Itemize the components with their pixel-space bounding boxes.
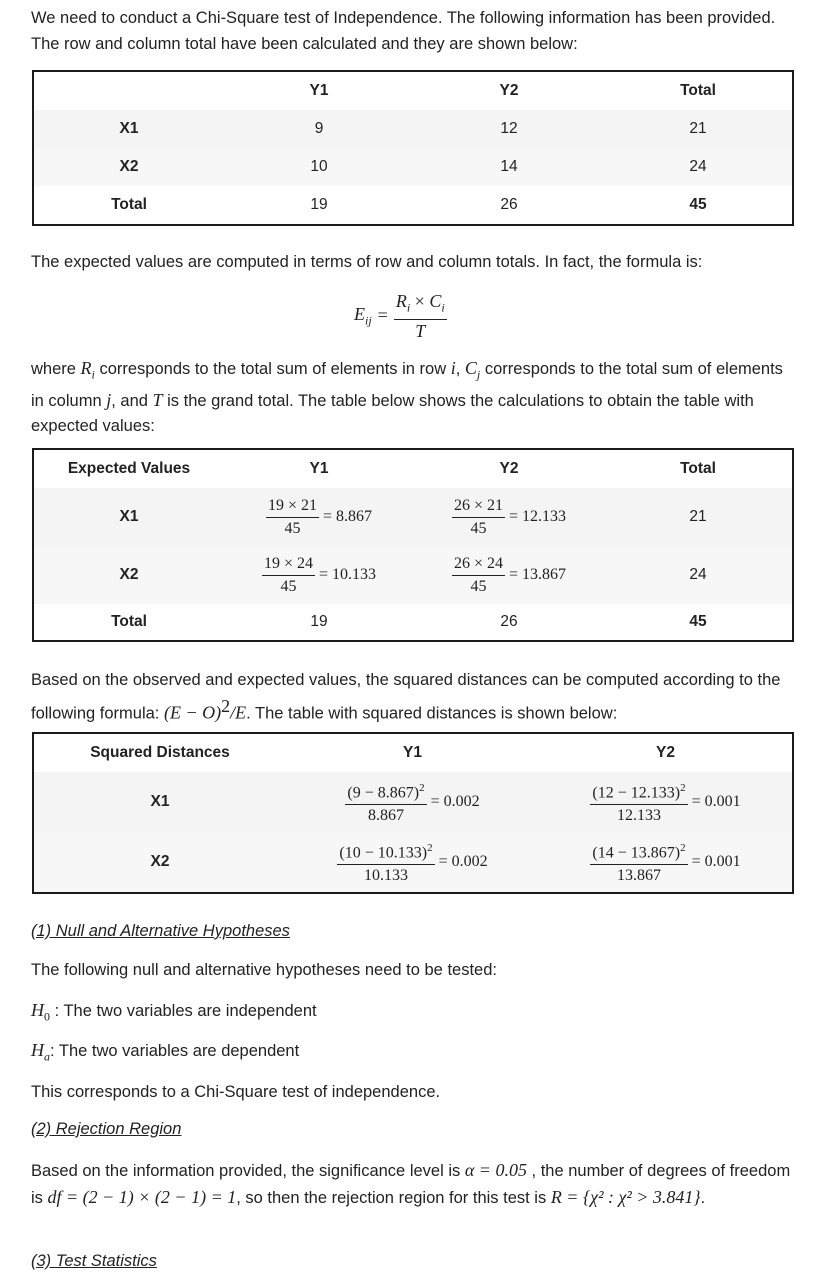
cell-value: 24 [689, 566, 707, 583]
expected-intro: The expected values are computed in terms of row and column totals. In fact, the formula is: [31, 253, 703, 271]
squared-header-y2: Y2 [656, 744, 675, 761]
table-row [34, 832, 792, 892]
cell-value: 10 [310, 158, 328, 175]
row-label: X2 [119, 158, 139, 175]
expected-cell: $\frac{26 \times 24}{45}$ = 13.867 [453, 554, 567, 595]
table-row [34, 148, 792, 186]
observed-header-total: Total [680, 82, 716, 99]
row-label: X1 [119, 508, 139, 525]
table-row [34, 186, 792, 224]
formula-fraction: $\frac{R_i \times C_i}{T}$ [395, 291, 445, 341]
row-label: X1 [119, 120, 139, 137]
cell-value: 14 [500, 158, 518, 175]
observed-header-y2: Y2 [499, 82, 519, 99]
table-row [34, 110, 792, 148]
section2-heading: (2) Rejection Region [31, 1120, 182, 1138]
cell-value: 21 [689, 508, 707, 525]
cell-value: 26 [500, 196, 518, 213]
cell-value: 12 [500, 120, 518, 137]
row-label: Total [111, 613, 147, 630]
expected-cell: $\frac{19 \times 24}{45}$ = 10.133 [263, 554, 377, 595]
cell-value: 19 [310, 196, 328, 213]
expected-cell: $\frac{19 \times 21}{45}$ = 8.867 [267, 496, 373, 537]
grand-total: 45 [689, 613, 707, 630]
squared-table [32, 732, 794, 894]
observed-table [32, 70, 794, 226]
table-row [34, 604, 792, 640]
cell-value: 19 [310, 613, 328, 630]
alternative-hypothesis: $H_a$: The two variables are dependent [31, 1040, 300, 1064]
row-label: X1 [150, 793, 170, 810]
section1-intro: The following null and alternative hypotheses need to be tested: [31, 961, 497, 979]
squared-cell: $\frac{(14 - 13.867)^2}{13.867}$ = 0.001 [539, 839, 792, 885]
intro-paragraph: We need to conduct a Chi-Square test of Independence. The following information has been provided. The row and column total have been calculated and they are shown below: [31, 9, 776, 53]
squared-header-row [34, 734, 792, 772]
expected-cell: $\frac{26 \times 21}{45}$ = 12.133 [453, 496, 567, 537]
rejection-region-paragraph: Based on the information provided, the significance level is α = 0.05 , the number of degrees of freedom is df = (2 − 1) × (2 − 1) = 1, so then the rejection region for this test is R = {χ² : χ² > 3.841}. [31, 1160, 791, 1207]
squared-cell: $\frac{(10 - 10.133)^2}{10.133}$ = 0.002 [286, 839, 539, 885]
expected-formula: $E_{ij}$ = $\frac{R_i \times C_i}{T}$ [354, 291, 445, 341]
expected-table [32, 448, 794, 642]
null-hypothesis: $H_0$ : The two variables are independent [31, 1000, 317, 1024]
observed-header-row [34, 72, 792, 110]
expected-header-y2: Y2 [499, 460, 519, 477]
expected-header-row [34, 450, 792, 488]
table-row [34, 546, 792, 604]
table-row [34, 488, 792, 546]
cell-value: 24 [689, 158, 707, 175]
where-paragraph: where $R_i$ corresponds to the total sum of elements in row i, $C_j$ corresponds to the total sum of elements in column j, and T is the grand total. The table below shows the calculations to obtain the table with expected values: [31, 358, 783, 436]
cell-value: 21 [689, 120, 707, 137]
observed-header-y1: Y1 [309, 82, 329, 99]
row-label: Total [111, 196, 147, 213]
formula-lhs: $E_{ij}$ [354, 303, 372, 328]
row-label: X2 [119, 566, 139, 583]
section3-heading: (3) Test Statistics [31, 1252, 157, 1270]
section1-heading: (1) Null and Alternative Hypotheses [31, 922, 290, 940]
squared-cell: $\frac{(12 - 12.133)^2}{12.133}$ = 0.001 [539, 779, 792, 825]
expected-header-total: Total [680, 460, 716, 477]
cell-value: 9 [314, 120, 324, 137]
table-row [34, 772, 792, 832]
row-label: X2 [150, 853, 170, 870]
squared-header-label: Squared Distances [90, 744, 230, 761]
cell-value: 26 [500, 613, 518, 630]
expected-header-y1: Y1 [309, 460, 329, 477]
squared-cell: $\frac{(9 - 8.867)^2}{8.867}$ = 0.002 [286, 779, 539, 825]
section1-conclusion: This corresponds to a Chi-Square test of independence. [31, 1083, 441, 1101]
expected-header-label: Expected Values [67, 460, 191, 477]
squared-header-y1: Y1 [403, 744, 422, 761]
squared-intro: Based on the observed and expected values, the squared distances can be computed according to the following formula: $(E - O)^2/E$. The table with squared distances is shown below: [31, 671, 781, 722]
grand-total: 45 [689, 196, 707, 213]
